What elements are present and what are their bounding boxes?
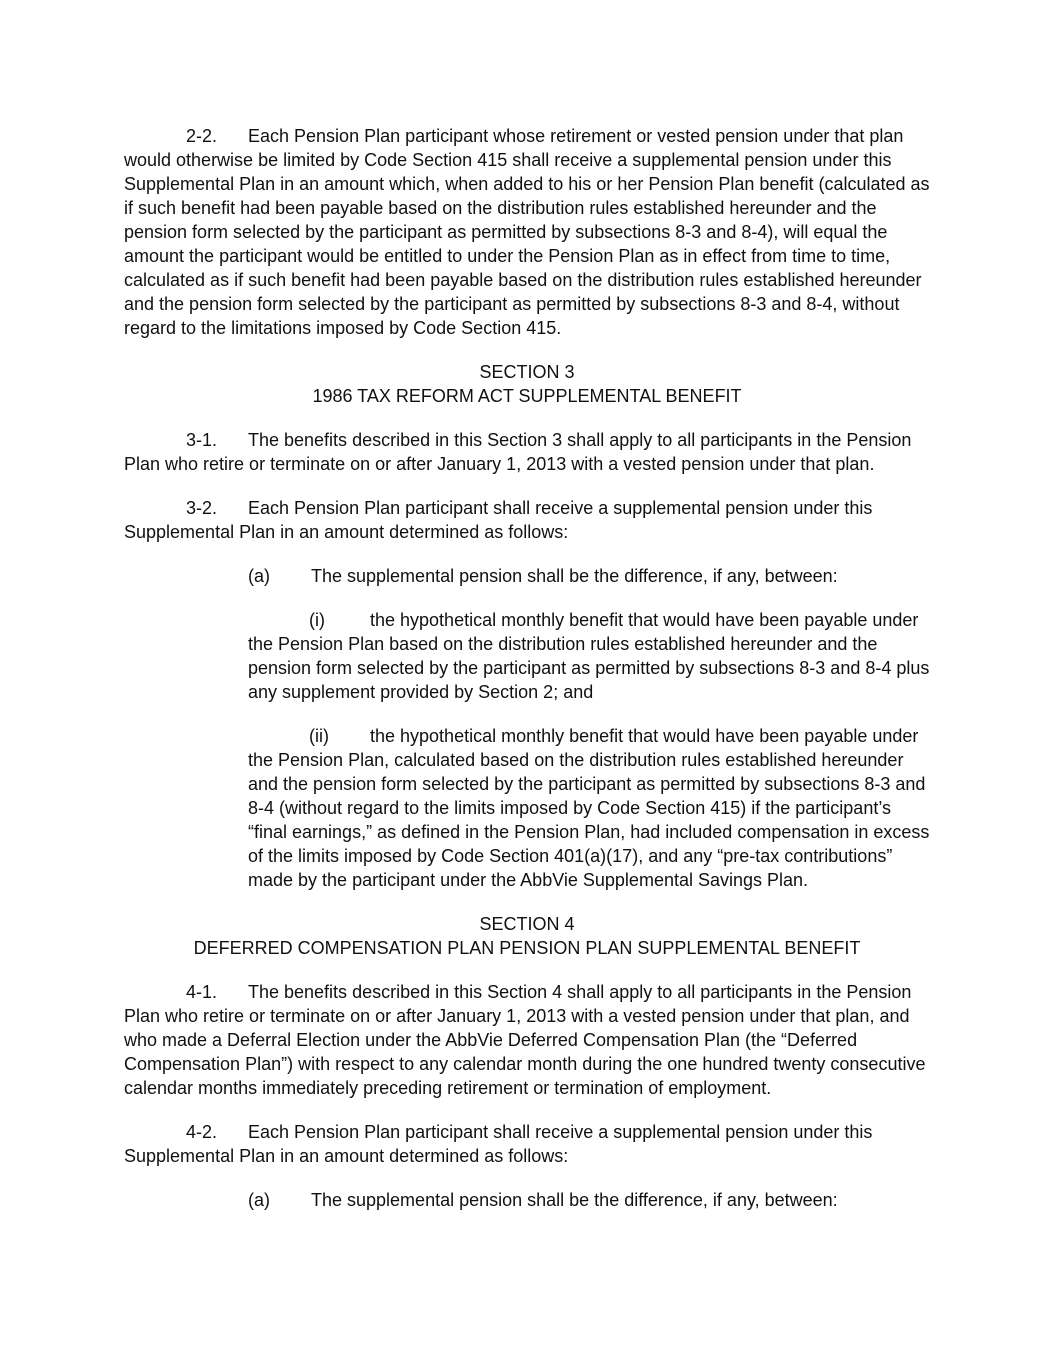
spacer bbox=[124, 588, 930, 608]
paragraph-text: Each Pension Plan participant shall receive a supplemental pension under this Supplemental Plan in an amount determined as follows: bbox=[124, 1122, 873, 1166]
paragraph-text: Each Pension Plan participant whose retirement or vested pension under that plan would otherwise be limited by Code Section 415 shall receive a supplemental pension under this Supplemental Plan in an amount which, when added to his or her Pension Plan benefit (calculated as if such benefit had been payable based on the distribution rules established hereunder and the pension form selected by the participant as permitted by subsections 8-3 and 8-4), will equal the amount the participant would be entitled to under the Pension Plan as in effect from time to time, calculated as if such benefit had been payable based on the distribution rules established hereunder and the pension form selected by the participant as permitted by subsections 8-3 and 8-4, without regard to the limitations imposed by Code Section 415. bbox=[124, 126, 930, 338]
paragraph-2-2 bbox=[124, 124, 930, 340]
clause-3-2-a-i bbox=[248, 608, 930, 704]
subparagraph-3-2-a bbox=[248, 564, 930, 588]
paragraph-number: 3-2. bbox=[186, 498, 218, 518]
clause-label: (i) bbox=[309, 610, 325, 630]
spacer bbox=[124, 1100, 930, 1120]
subparagraph-label: (a) bbox=[248, 566, 270, 586]
subparagraph-label: (a) bbox=[248, 1190, 270, 1210]
spacer bbox=[124, 892, 930, 912]
section-4-title: DEFERRED COMPENSATION PLAN PENSION PLAN SUPPLEMENTAL BENEFIT bbox=[193, 938, 861, 958]
document-page bbox=[124, 124, 930, 1212]
paragraph-number: 3-1. bbox=[186, 430, 218, 450]
paragraph-text: The benefits described in this Section 4 shall apply to all participants in the Pension Plan who retire or terminate on or after January 1, 2013 with a vested pension under that plan, and who made a Deferral Election under the AbbVie Deferred Compensation Plan (the “Deferred Compensation Plan”) with respect to any calendar month during the one hundred twenty consecutive calendar months immediately preceding retirement or termination of employment. bbox=[124, 982, 926, 1098]
paragraph-number: 2-2. bbox=[186, 126, 218, 146]
subparagraph-text: The supplemental pension shall be the difference, if any, between: bbox=[311, 566, 838, 586]
spacer bbox=[124, 340, 930, 360]
clause-text: the hypothetical monthly benefit that would have been payable under the Pension Plan based on the distribution rules established hereunder and the pension form selected by the participant as permitted by subsections 8-3 and 8-4 plus any supplement provided by Section 2; and bbox=[248, 610, 930, 702]
clause-label: (ii) bbox=[309, 726, 329, 746]
spacer bbox=[124, 476, 930, 496]
paragraph-4-1 bbox=[124, 980, 930, 1100]
paragraph-number: 4-1. bbox=[186, 982, 218, 1002]
subparagraph-text: The supplemental pension shall be the difference, if any, between: bbox=[311, 1190, 838, 1210]
spacer bbox=[124, 704, 930, 724]
paragraph-4-2 bbox=[124, 1120, 930, 1168]
paragraph-number: 4-2. bbox=[186, 1122, 218, 1142]
section-3-heading: SECTION 3 bbox=[479, 362, 575, 382]
spacer bbox=[124, 408, 930, 428]
clause-3-2-a-ii bbox=[248, 724, 930, 892]
subparagraph-4-2-a bbox=[248, 1188, 930, 1212]
paragraph-3-1 bbox=[124, 428, 930, 476]
paragraph-text: Each Pension Plan participant shall receive a supplemental pension under this Supplemental Plan in an amount determined as follows: bbox=[124, 498, 873, 542]
spacer bbox=[124, 544, 930, 564]
clause-text: the hypothetical monthly benefit that would have been payable under the Pension Plan, calculated based on the distribution rules established hereunder and the pension form selected by the participant as permitted by subsections 8-3 and 8-4 (without regard to the limits imposed by Code Section 415) if the participant’s “final earnings,” as defined in the Pension Plan, had included compensation in excess of the limits imposed by Code Section 401(a)(17), and any “pre-tax contributions” made by the participant under the AbbVie Supplemental Savings Plan. bbox=[248, 726, 930, 890]
section-4-heading: SECTION 4 bbox=[479, 914, 575, 934]
section-3-title: 1986 TAX REFORM ACT SUPPLEMENTAL BENEFIT bbox=[312, 386, 742, 406]
spacer bbox=[124, 960, 930, 980]
paragraph-3-2 bbox=[124, 496, 930, 544]
spacer bbox=[124, 1168, 930, 1188]
paragraph-text: The benefits described in this Section 3 shall apply to all participants in the Pension Plan who retire or terminate on or after January 1, 2013 with a vested pension under that plan. bbox=[124, 430, 912, 474]
